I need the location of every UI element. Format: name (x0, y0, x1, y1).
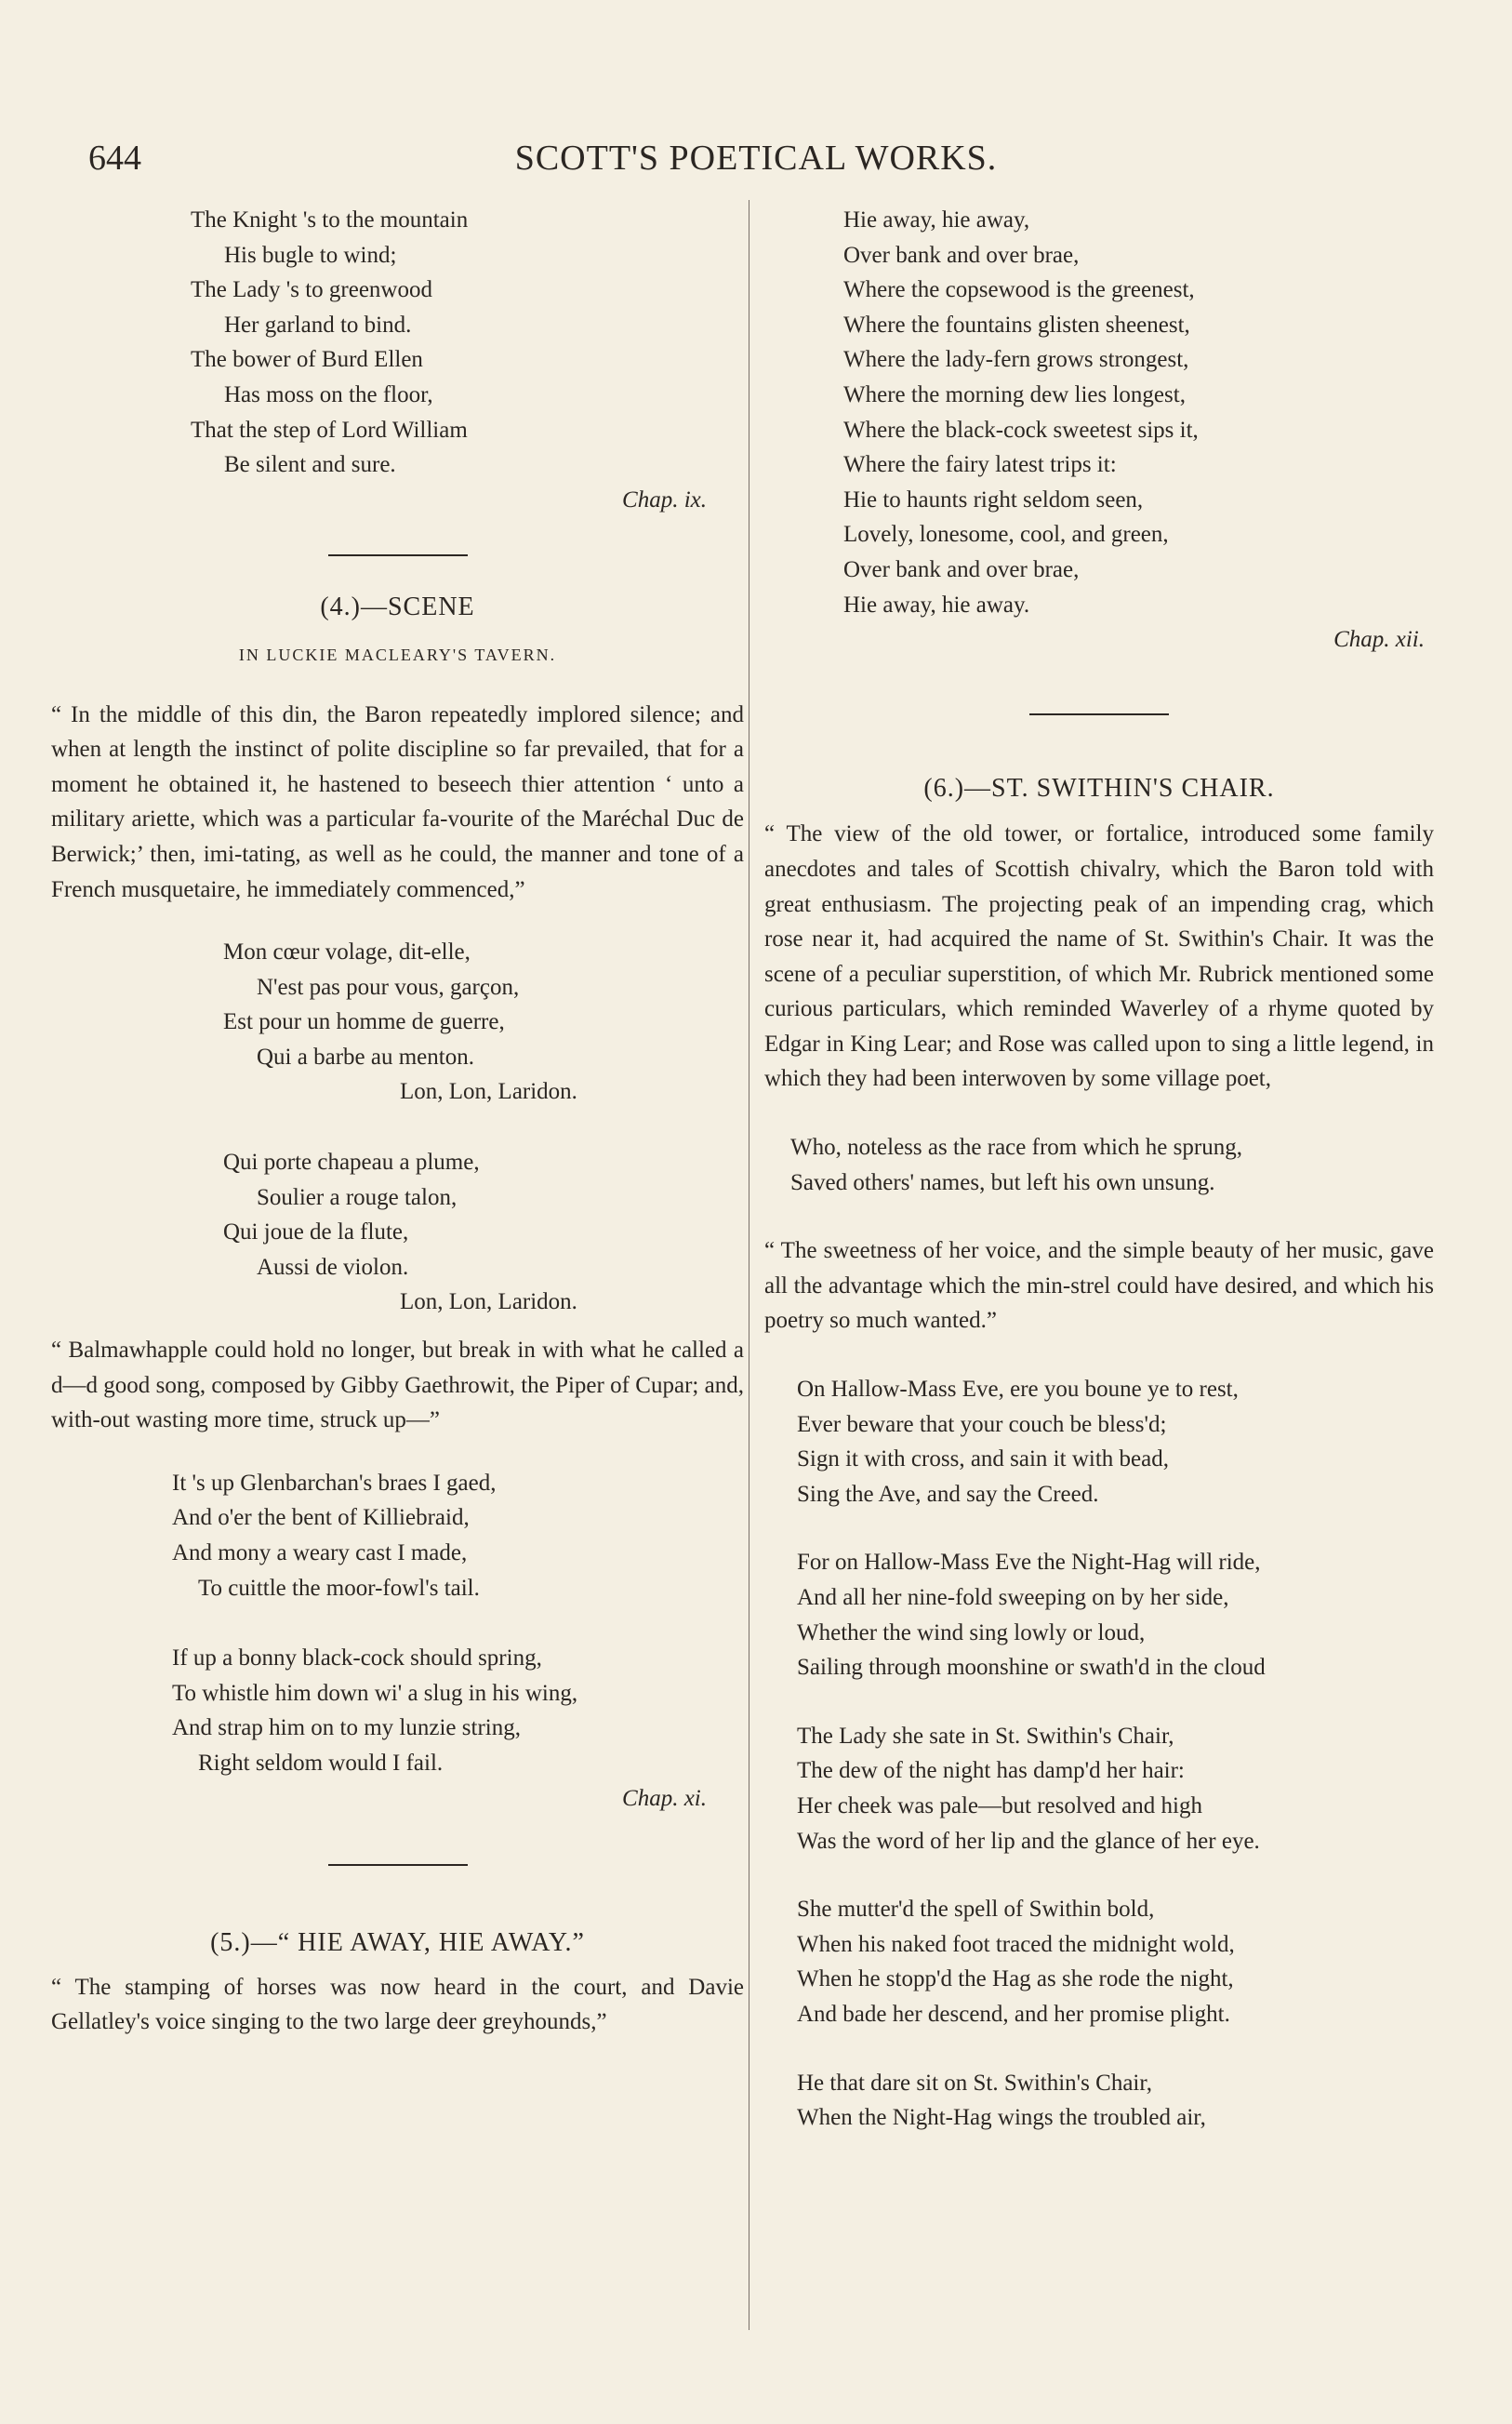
section-heading: (5.)—“ HIE AWAY, HIE AWAY.” (210, 1928, 585, 1958)
verse-line: Sign it with cross, and sain it with bead, (797, 1446, 1169, 1472)
verse-line: That the step of Lord William (191, 417, 468, 443)
verse-line: The Lady 's to greenwood (191, 277, 432, 303)
verse-line: Lovely, lonesome, cool, and green, (843, 522, 1169, 548)
verse-line: Soulier a rouge talon, (257, 1184, 458, 1210)
verse-line: He that dare sit on St. Swithin's Chair, (797, 2070, 1152, 2096)
verse-line: Where the morning dew lies longest, (843, 381, 1186, 407)
verse-line: Where the lady-fern grows strongest, (843, 347, 1189, 373)
verse-line: Where the copsewood is the greenest, (843, 277, 1195, 303)
verse-line: Was the word of her lip and the glance of her eye. (797, 1828, 1260, 1854)
verse-line: Who, noteless as the race from which he sprung, (790, 1135, 1242, 1161)
verse-line: The Knight 's to the mountain (191, 207, 469, 233)
chapter-ref: Chap. xi. (622, 1785, 707, 1811)
poem-knight (51, 203, 744, 483)
stanza (764, 2066, 1434, 2136)
verse-line: When he stopp'd the Hag as she rode the night, (797, 1966, 1234, 1992)
verse-line: To cuittle the moor-fowl's tail. (198, 1575, 480, 1601)
verse-line: Her cheek was pale—but resolved and high (797, 1792, 1202, 1818)
verse-line: Lon, Lon, Laridon. (400, 1289, 577, 1315)
verse-line: When his naked foot traced the midnight wold, (797, 1931, 1235, 1957)
scots-song-1 (51, 1466, 744, 1605)
verse-line: She mutter'd the spell of Swithin bold, (797, 1897, 1155, 1923)
section-heading: (4.)—SCENE (320, 593, 475, 622)
verse-line: Lon, Lon, Laridon. (400, 1079, 577, 1105)
prose-paragraph: “ The view of the old tower, or fortalice, introduced some family anecdotes and tales of Scottish chivalry, which the Baron told with great enthusiasm. The projecting peak of an impending crag, which rose near it, had acquired the name of St. Swithin's Chair. It was the scene of a peculiar superstition, of which Mr. Rubrick mentioned some curious particulars, which reminded Waverley of a rhyme quoted by Edgar in King Lear; and Rose was called upon to sing a little legend, in which they had been interwoven by some village poet, (764, 821, 1434, 1092)
verse-line: Where the black-cock sweetest sips it, (843, 417, 1199, 443)
verse-line: Right seldom would I fail. (198, 1750, 444, 1776)
poem-hie-away (764, 203, 1434, 622)
verse-line: Hie to haunts right seldom seen, (843, 486, 1144, 513)
verse-line: Where the fairy latest trips it: (843, 452, 1117, 478)
verse-line: And o'er the bent of Killiebraid, (172, 1505, 470, 1531)
verse-line: Aussi de violon. (257, 1254, 409, 1280)
verse-line: N'est pas pour vous, garçon, (257, 974, 520, 1000)
verse-line: Hie away, hie away. (843, 592, 1030, 618)
verse-line: Whether the wind sing lowly or loud, (797, 1619, 1146, 1645)
verse-line: Sing the Ave, and say the Creed. (797, 1481, 1099, 1507)
verse-line: To whistle him down wi' a slug in his wing, (172, 1680, 578, 1706)
verse-line: Qui porte chapeau a plume, (223, 1150, 480, 1176)
verse-line: When the Night-Hag wings the troubled air, (797, 2105, 1206, 2131)
verse-line: It 's up Glenbarchan's braes I gaed, (172, 1470, 497, 1496)
chapter-ref: Chap. xii. (1333, 627, 1425, 653)
prose-paragraph: “ Balmawhapple could hold no longer, but break in with what he called a d—d good song, composed by Gibby Gaethrowit, the Piper of Cupar; and, with-out wasting more time, struck up—” (51, 1338, 744, 1433)
verse-line: Qui joue de la flute, (223, 1219, 409, 1245)
verse-line: And strap him on to my lunzie string, (172, 1715, 521, 1741)
prose-paragraph: “ The stamping of horses was now heard in the court, and Davie Gellatley's voice singing to the two large deer greyhounds,” (51, 1974, 744, 2035)
stanza (764, 1372, 1434, 1512)
prose-paragraph: “ The sweetness of her voice, and the simple beauty of her music, gave all the advantage which the min-strel could have desired, and which his poetry so much wanted.” (764, 1238, 1434, 1334)
french-song-2 (51, 1145, 744, 1320)
verse-line: Saved others' names, but left his own unsung. (790, 1169, 1215, 1195)
verse-line: His bugle to wind; (224, 242, 397, 268)
couplet (764, 1130, 1434, 1200)
verse-line: Be silent and sure. (224, 452, 396, 478)
verse-line: Has moss on the floor, (224, 381, 433, 407)
verse-line: The Lady she sate in St. Swithin's Chair, (797, 1723, 1174, 1749)
verse-line: Sailing through moonshine or swath'd in the cloud (797, 1655, 1266, 1681)
verse-line: Ever beware that your couch be bless'd; (797, 1411, 1167, 1437)
verse-line: And bade her descend, and her promise plight. (797, 2001, 1230, 2027)
verse-line: And all her nine-fold sweeping on by her side, (797, 1585, 1229, 1610)
right-column (764, 203, 1434, 2136)
verse-line: Over bank and over brae, (843, 242, 1080, 268)
stanza (764, 1892, 1434, 2031)
page-number: 644 (88, 139, 141, 178)
verse-line: If up a bonny black-cock should spring, (172, 1645, 542, 1671)
section-heading: (6.)—ST. SWITHIN'S CHAIR. (923, 773, 1275, 803)
verse-line: And mony a weary cast I made, (172, 1540, 468, 1565)
running-title: SCOTT'S POETICAL WORKS. (514, 139, 998, 178)
stanza (764, 1719, 1434, 1858)
verse-line: Qui a barbe au menton. (257, 1044, 474, 1070)
scots-song-2 (51, 1641, 744, 1780)
verse-line: Where the fountains glisten sheenest, (843, 312, 1190, 338)
page-header (0, 138, 1512, 193)
verse-line: Her garland to bind. (224, 312, 412, 338)
verse-line: Est pour un homme de guerre, (223, 1009, 505, 1035)
verse-line: The bower of Burd Ellen (191, 347, 423, 373)
french-song-1 (51, 935, 744, 1110)
verse-line: Over bank and over brae, (843, 556, 1080, 582)
stanza (764, 1545, 1434, 1685)
verse-line: Hie away, hie away, (843, 207, 1030, 233)
prose-paragraph: “ In the middle of this din, the Baron repeatedly implored silence; and when at length the instinct of polite discipline so far prevailed, that for a moment he obtained it, he hastened to beseech thier attention ‘ unto a military ariette, which was a particular fa-vourite of the Maréchal Duc de Berwick;’ then, imi-tating, as well as he could, the manner and tone of a French musquetaire, he immediately commenced,” (51, 701, 744, 902)
verse-line: For on Hallow-Mass Eve the Night-Hag will ride, (797, 1550, 1261, 1576)
verse-line: On Hallow-Mass Eve, ere you boune ye to rest, (797, 1377, 1239, 1403)
left-column (51, 203, 744, 2040)
chapter-ref: Chap. ix. (622, 486, 707, 513)
verse-line: The dew of the night has damp'd her hair: (797, 1758, 1185, 1784)
verse-line: Mon cœur volage, dit-elle, (223, 939, 471, 966)
section-subheading: IN LUCKIE MACLEARY'S TAVERN. (238, 645, 557, 664)
